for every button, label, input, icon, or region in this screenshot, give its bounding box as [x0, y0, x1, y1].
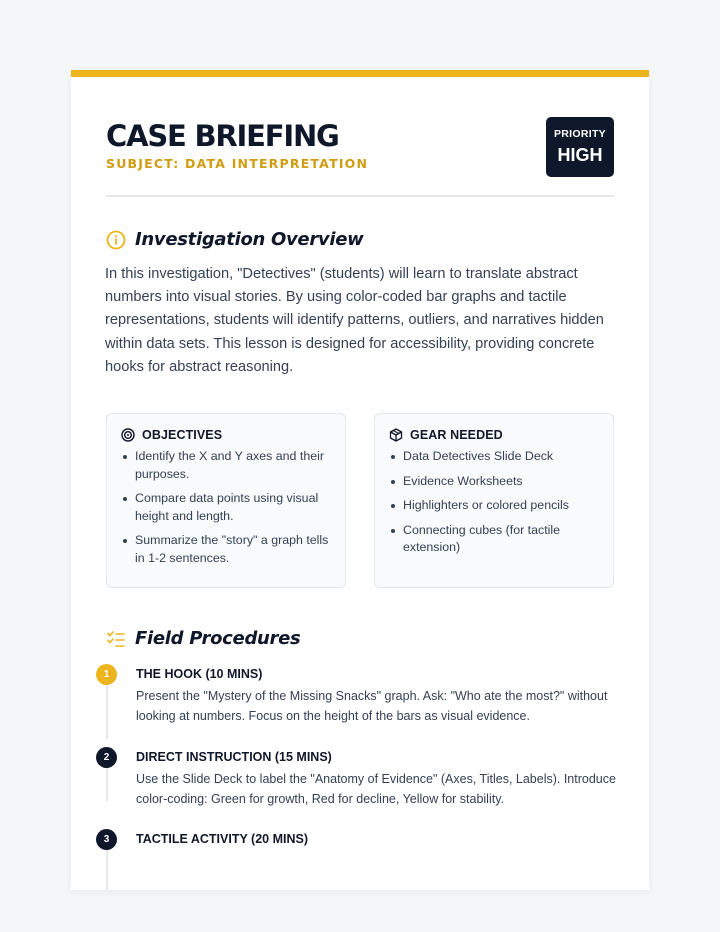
step-number: 1: [96, 664, 117, 685]
procedure-step: [96, 664, 616, 747]
list-item: Data Detectives Slide Deck: [403, 448, 599, 466]
step-description: Present the "Mystery of the Missing Snacks" graph. Ask: "Who ate the most?" without looking at numbers. Focus on the height of the bars as visual evidence.: [136, 689, 608, 723]
overview-text: In this investigation, "Detectives" (students) will learn to translate abstract numbers into visual stories. By using color-coded bar graphs and tactile representations, students will identify patterns, outliers, and narratives hidden within data sets. This lesson is designed for accessibility, providing concrete hooks for abstract reasoning.: [105, 266, 604, 375]
list-item: Compare data points using visual height and length.: [135, 490, 331, 525]
header-divider: [106, 195, 614, 197]
procedure-step: [96, 829, 616, 889]
objectives-list: [121, 448, 331, 567]
target-icon: [121, 428, 135, 442]
page-subtitle: SUBJECT: DATA INTERPRETATION: [106, 156, 369, 171]
step-description: Use the Slide Deck to label the "Anatomy of Evidence" (Axes, Titles, Labels). Introduce color-coding: Green for growth, Red for decline, Yellow for stability.: [136, 772, 616, 806]
step-number: 2: [96, 747, 117, 768]
procedure-step: [96, 747, 616, 829]
info-icon: [106, 230, 126, 250]
step-connector: [106, 685, 108, 739]
step-title: DIRECT INSTRUCTION (15 MINS): [136, 750, 332, 764]
list-item: Identify the X and Y axes and their purposes.: [135, 448, 331, 483]
gear-box: [374, 413, 614, 588]
step-connector: [106, 850, 108, 890]
step-connector: [106, 768, 108, 801]
objectives-box: [106, 413, 346, 588]
case-briefing-card: [71, 70, 649, 890]
list-item: Highlighters or colored pencils: [403, 497, 599, 515]
procedures-title: Field Procedures: [135, 628, 301, 649]
overview-heading: [106, 229, 363, 250]
step-title: TACTILE ACTIVITY (20 MINS): [136, 832, 308, 846]
list-item: Connecting cubes (for tactile extension): [403, 522, 599, 557]
objectives-title: OBJECTIVES: [142, 428, 223, 442]
procedure-steps: [96, 664, 616, 889]
package-icon: [389, 428, 403, 442]
gear-title: GEAR NEEDED: [410, 428, 503, 442]
priority-label: PRIORITY: [554, 128, 606, 140]
page-title: CASE BRIEFING: [106, 119, 339, 153]
step-title: THE HOOK (10 MINS): [136, 667, 263, 681]
priority-badge: [546, 117, 614, 177]
header: [106, 117, 614, 171]
step-number: 3: [96, 829, 117, 850]
gear-list: [389, 448, 599, 557]
overview-title: Investigation Overview: [135, 229, 364, 250]
list-item: Evidence Worksheets: [403, 473, 599, 491]
priority-value: HIGH: [557, 145, 603, 165]
procedures-heading: [106, 628, 300, 649]
list-item: Summarize the "story" a graph tells in 1-2 sentences.: [135, 532, 331, 567]
checklist-icon: [106, 629, 126, 649]
